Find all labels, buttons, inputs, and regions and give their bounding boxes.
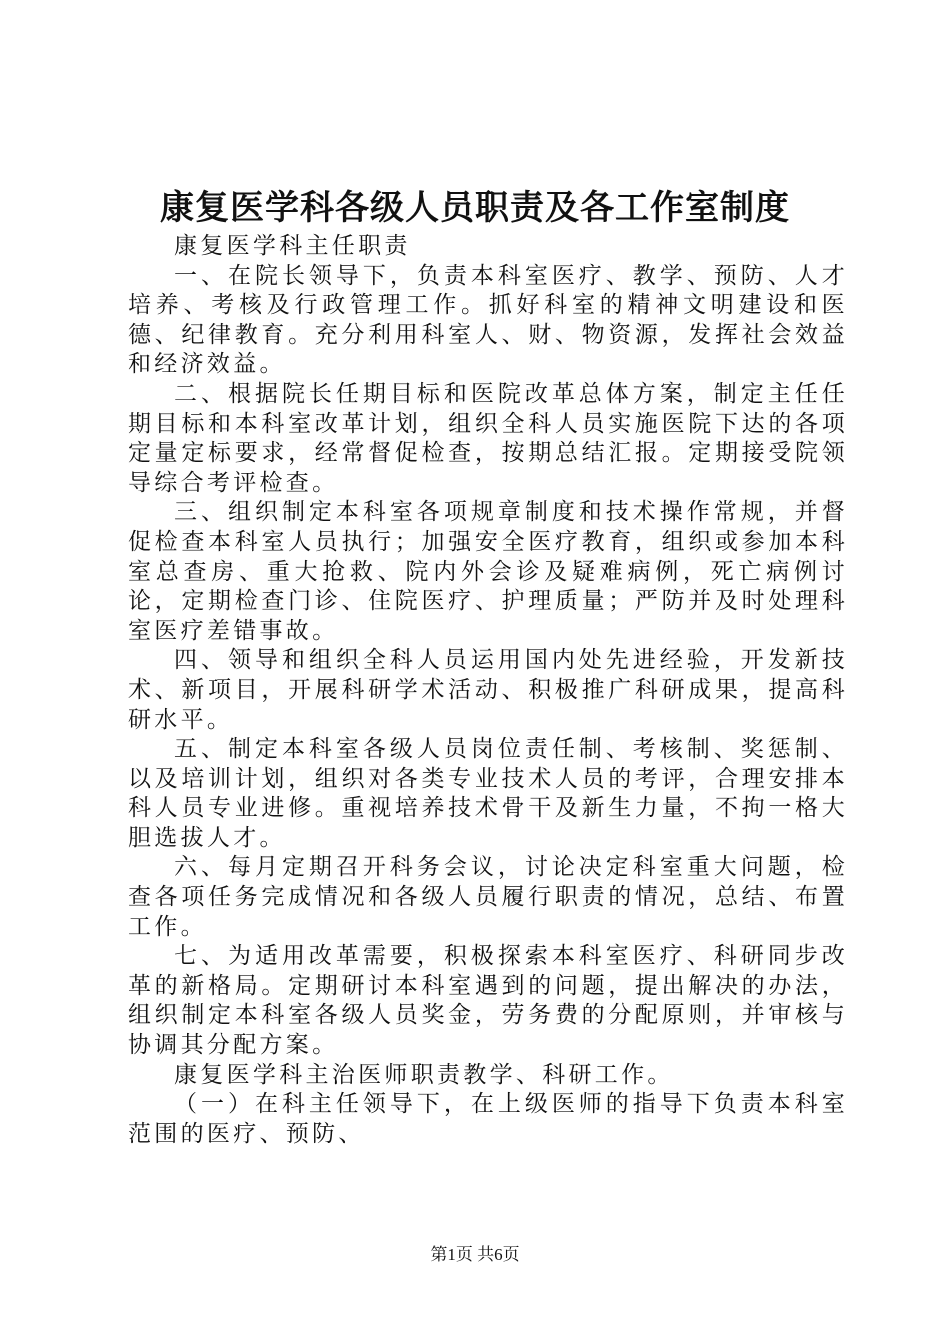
paragraph-4: 四、领导和组织全科人员运用国内处先进经验，开发新技术、新项目，开展科研学术活动、积极推广科研成果，提高科研水平。: [128, 647, 848, 733]
page-footer: [0, 1243, 950, 1267]
paragraph-2: 二、根据院长任期目标和医院改革总体方案，制定主任任期目标和本科室改革计划，组织全科人员实施医院下达的各项定量定标要求，经常督促检查，按期总结汇报。定期接受院领导综合考评检查。: [128, 380, 848, 496]
paragraph-7: 七、为适用改革需要，积极探索本科室医疗、科研同步改革的新格局。定期研讨本科室遇到的问题，提出解决的办法，组织制定本科室各级人员奖金，劳务费的分配原则，并审核与协调其分配方案。: [128, 943, 848, 1059]
paragraph-5: 五、制定本科室各级人员岗位责任制、考核制、奖惩制、以及培训计划，组织对各类专业技术人员的考评，合理安排本科人员专业进修。重视培养技术骨干及新生力量，不拘一格大胆选拔人才。: [128, 736, 848, 851]
paragraph-1: 一、在院长领导下，负责本科室医疗、教学、预防、人才培养、考核及行政管理工作。抓好科室的精神文明建设和医德、纪律教育。充分利用科室人、财、物资源，发挥社会效益和经济效益。: [128, 262, 848, 378]
paragraph-attending-1: （一）在科主任领导下，在上级医师的指导下负责本科室范围的医疗、预防、: [128, 1091, 848, 1147]
document-title: 康复医学科各级人员职责及各工作室制度: [160, 188, 790, 228]
paragraph-3: 三、组织制定本科室各项规章制度和技术操作常规，并督促检查本科室人员执行；加强安全医疗教育，组织或参加本科室总查房、重大抢救、院内外会诊及疑难病例，死亡病例讨论，定期检查门诊、住院医疗、护理质量；严防并及时处理科室医疗差错事故。: [128, 499, 848, 644]
section-heading-attending: 康复医学科主治医师职责教学、科研工作。: [174, 1061, 674, 1088]
document-body: [128, 232, 848, 1149]
paragraph-6: 六、每月定期召开科务会议，讨论决定科室重大问题，检查各项任务完成情况和各级人员履行职责的情况，总结、布置工作。: [128, 854, 848, 940]
section-heading-director: 康复医学科主任职责: [174, 233, 411, 259]
page-number: 第1页: [430, 1245, 473, 1264]
page-total: 共6页: [477, 1245, 520, 1264]
